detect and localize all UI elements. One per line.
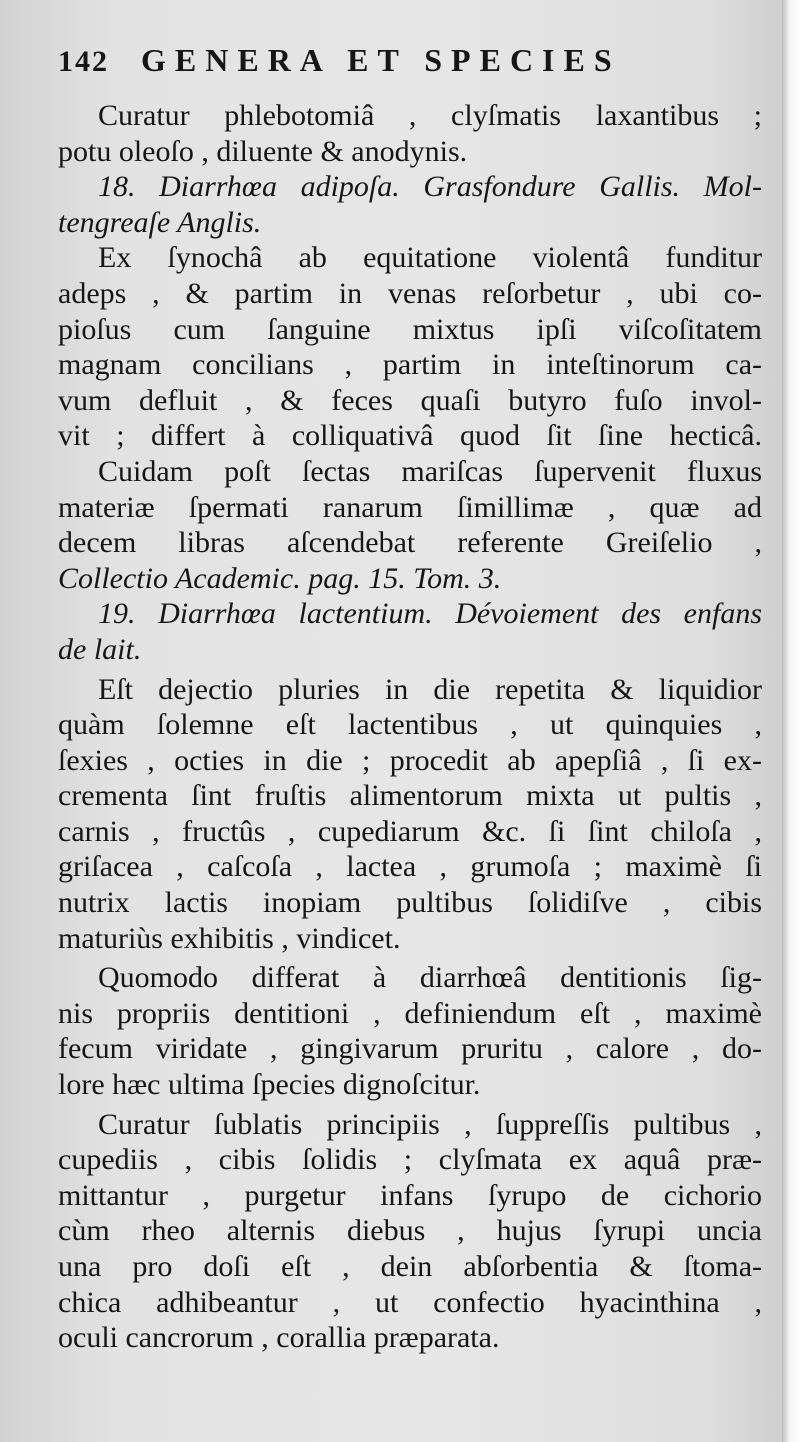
text-line: quàm ſolemne eſt lactentibus , ut quinquies , — [58, 708, 762, 742]
text-line: nutrix lactis inopiam pultibus ſolidiſve , cibis — [58, 886, 762, 920]
running-header — [58, 42, 762, 98]
text-line: Curatur ſublatis principiis , ſuppreſſis pultibus , — [98, 1107, 762, 1141]
text-line: oculi cancrorum , corallia præparata. — [58, 1321, 500, 1355]
text-line: crementa ſint fruſtis alimentorum mixta ut pultis , — [58, 779, 762, 813]
text-line: decem libras aſcendebat referente Greiſelio , — [58, 526, 762, 560]
text-line: magnam concilians , partim in inteſtinorum ca- — [58, 348, 762, 382]
text-line: fecum viridate , gingivarum pruritu , calore , do- — [58, 1032, 762, 1066]
text-line: Curatur phlebotomiâ , clyſmatis laxantibus ; — [98, 99, 762, 132]
text-line: adeps , & partim in venas reſorbetur , ubi co- — [58, 276, 762, 310]
species-heading: de lait. — [58, 632, 142, 666]
text-line: Cuidam poſt ſectas mariſcas ſupervenit fluxus — [98, 454, 762, 488]
text-line: lore hæc ultima ſpecies dignoſcitur. — [58, 1068, 481, 1102]
text-line: vum defluit , & feces quaſi butyro fuſo invol- — [58, 383, 762, 417]
text-line: nis propriis dentitioni , definiendum eſt , maximè — [58, 996, 762, 1030]
text-line: ſexies , octies in die ; procedit ab apepſiâ , ſi ex- — [58, 743, 762, 777]
text-line: cùm rheo alternis diebus , hujus ſyrupi uncia — [58, 1214, 762, 1248]
species-heading: tengreaſe Anglis. — [58, 205, 262, 239]
text-line: vit ; differt à colliquativâ quod ſit ſine hecticâ. — [58, 419, 762, 453]
species-heading: 18. Diarrhœa adipoſa. Grasfondure Gallis. Mol- — [98, 170, 762, 204]
text-line: carnis , fructûs , cupediarum &c. ſi ſint chiloſa , — [58, 814, 762, 848]
text-line: cupediis , cibis ſolidis ; clyſmata ex aquâ præ- — [58, 1143, 762, 1177]
citation-line: Collectio Academic. pag. 15. Tom. 3. — [58, 561, 502, 595]
text-line: mittantur , purgetur infans ſyrupo de cichorio — [58, 1178, 762, 1212]
text-line: Ex ſynochâ ab equitatione violentâ funditur — [98, 241, 762, 275]
text-line: potu oleoſo , diluente & anodynis. — [58, 134, 468, 168]
species-heading: 19. Diarrhœa lactentium. Dévoiement des enfans — [98, 597, 762, 631]
text-line: maturiùs exhibitis , vindicet. — [58, 921, 401, 955]
text-line: Quomodo differat à diarrhœâ dentitionis ſig- — [98, 961, 762, 995]
text-line: una pro doſi eſt , dein abſorbentia & ſtoma- — [58, 1250, 762, 1283]
text-line: griſacea , caſcoſa , lactea , grumoſa ; maximè ſi — [58, 850, 762, 884]
page-edge — [782, 0, 800, 1442]
text-line: chica adhibeantur , ut confectio hyacinthina , — [58, 1285, 762, 1319]
page-number: 142 — [58, 45, 109, 78]
text-line: pioſus cum ſanguine mixtus ipſi viſcoſitatem — [58, 312, 762, 346]
text-line: materiæ ſpermati ranarum ſimillimæ , quæ ad — [58, 490, 762, 524]
text-block — [58, 42, 762, 1356]
text-line: Eſt dejectio pluries in die repetita & liquidior — [98, 672, 762, 706]
running-title: GENERA ET SPECIES — [141, 42, 621, 78]
